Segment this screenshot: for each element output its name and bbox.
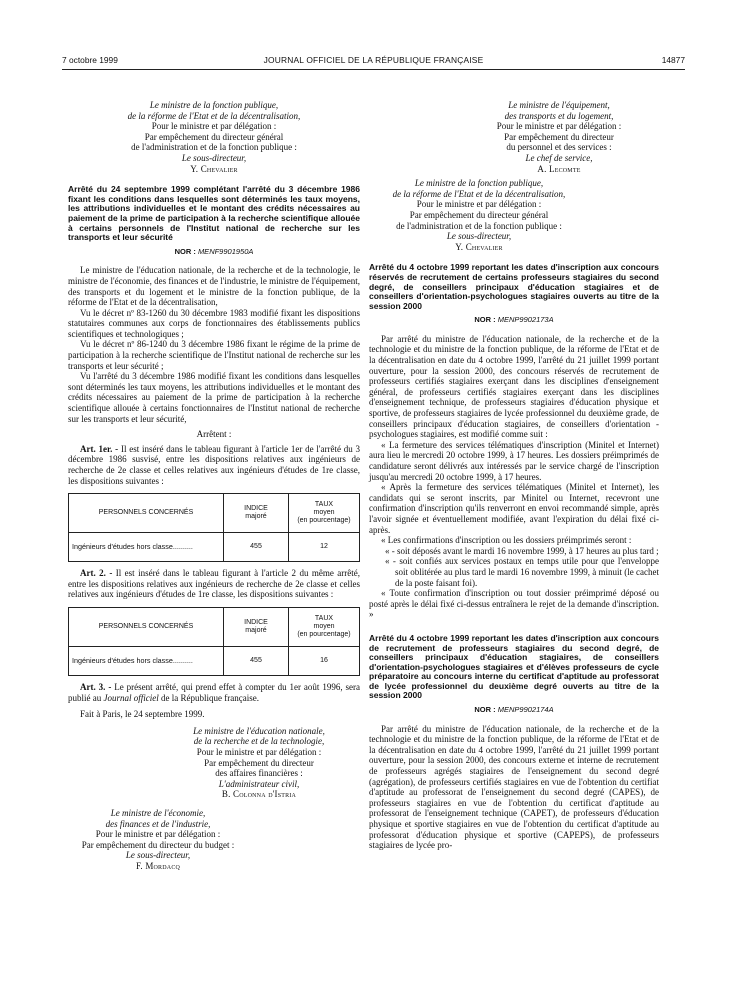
sig-line: de la réforme de l'Etat et de la décentralisation, <box>392 188 566 199</box>
sig-name: Y. Chevalier <box>190 163 238 174</box>
sig-line: L'administrateur civil, <box>218 778 300 789</box>
table-cell: Ingénieurs d'études hors classe.......... <box>69 533 224 562</box>
sig-line: Par empêchement du directeur général <box>409 209 549 220</box>
decree-title: Arrêté du 4 octobre 1999 reportant les dates d'inscription aux concours de recrutement de professeurs stagiaires du second degré, de conseillers principaux d'éducation stagiaires, de conseillers d'orientation-psychologues stagiaires et d'élèves professeurs de cycle préparatoire au concours interne du certificat d'aptitude au professorat de lycée professionnel du deuxième degré ouverts au titre de la session 2000 <box>369 632 659 701</box>
article-1 <box>68 444 360 486</box>
sig-line: Le ministre de l'éducation nationale, <box>193 725 325 736</box>
sig-line: Le ministre de la fonction publique, <box>414 178 544 189</box>
sig-line: de l'administration et de la fonction publique : <box>131 142 297 153</box>
table-cell: 16 <box>289 646 360 675</box>
signature-education <box>158 726 360 800</box>
signature-equipement <box>459 100 659 174</box>
nor-label: NOR : <box>474 315 496 325</box>
col-header: PERSONNELS CONCERNÉS <box>69 607 224 646</box>
nor-reference <box>369 315 659 326</box>
quote-paragraph: « Les confirmations d'inscription ou les dossiers préimprimés seront : <box>381 535 632 546</box>
sig-line: Le ministre de l'économie, <box>110 807 206 818</box>
sig-name: A. Lecomte <box>537 163 581 174</box>
fait-a-paris: Fait à Paris, le 24 septembre 1999. <box>80 709 205 720</box>
article-text: de la République française. <box>161 692 259 703</box>
sig-line: Pour le ministre et par délégation : <box>95 829 221 840</box>
signature-economie <box>68 808 248 872</box>
nor-code: MENF9901950A <box>197 246 254 256</box>
nor-label: NOR : <box>174 246 196 256</box>
sig-line: Le sous-directeur, <box>181 152 247 163</box>
article-label: Art. 2. - <box>80 568 113 579</box>
col-header: TAUX moyen (en pourcentage) <box>289 494 360 533</box>
rates-table-1 <box>68 493 360 562</box>
page-header <box>62 55 685 70</box>
sig-line: Pour le ministre et par délégation : <box>416 199 542 210</box>
nor-label: NOR : <box>474 705 496 715</box>
article-text: Il est inséré dans le tableau figurant à l'article 2 du même arrêté, entre les dispositions relatives aux ingénieurs de recherche de 2e classe et celles relatives aux ingénieurs d'études de 1re classe, les dispositions suivantes : <box>68 568 360 600</box>
journal-officiel: Journal officiel <box>103 692 159 703</box>
table-row <box>69 533 360 562</box>
nor-code: MENP9902174A <box>497 705 554 715</box>
table-cell: 455 <box>224 646 289 675</box>
header-date: 7 octobre 1999 <box>62 55 118 65</box>
arretent: Arrêtent : <box>196 429 232 440</box>
table-cell: 455 <box>224 533 289 562</box>
header-page-number: 14877 <box>661 55 685 65</box>
sig-line: Pour le ministre et par délégation : <box>496 121 622 132</box>
right-column <box>369 100 659 851</box>
quote-item: « - soit déposés avant le mardi 16 novembre 1999, à 17 heures au plus tard ; <box>385 545 659 556</box>
decree-title: Arrêté du 4 octobre 1999 reportant les dates d'inscription aux concours réservés de recrutement de certains professeurs stagiaires du second degré, de conseillers principaux d'éducation stagiaires et de conseillers d'orientation-psychologues stagiaires ouverts au titre de la session 2000 <box>369 262 659 311</box>
nor-reference <box>68 247 360 258</box>
sig-line: des transports et du logement, <box>504 110 614 121</box>
sig-name: F. Mordacq <box>135 860 181 871</box>
quote-paragraph: « La fermeture des services télématiques d'inscription (Minitel et Internet) aura lieu le mercredi 20 octobre 1999, à 17 heures. Les dossiers préimprimés de candidature seront délivrés aux intéressés par le service chargé de l'inscription jusqu'au mercredi 20 octobre 1999, à 17 heures. <box>369 439 659 482</box>
sig-line: Pour le ministre et par délégation : <box>151 121 277 132</box>
decree-title: Arrêté du 24 septembre 1999 complétant l'arrêté du 3 décembre 1986 fixant les conditions dans lesquelles sont déterminés les taux moyens, les attributions individuelles et le montant des crédits nécessaires au paiement de la prime de participation à la recherche scientifique allouée à certains personnels de l'Institut national de recherche sur les transports et leur sécurité <box>68 184 360 243</box>
paragraph: Par arrêté du ministre de l'éducation nationale, de la recherche et de la technologie et du ministre de la fonction publique, de la réforme de l'Etat et de la décentralisation en date du 4 octobre 1999, l'arrêté du 21 juillet 1999 portant ouverture, pour la session 2000, des concours externe et interne de recrutement de professeurs agrégés stagiaires de l'enseignement du second degré (agrégation), de professeurs certifiés stagiaires en vue de l'obtention du certifiat d'aptitude au professorat de l'enseignement du second degré (CAPES), de professeurs stagiaires en vue de l'obtention du certificat d'aptitude au professorat de l'enseignement technique (CAPET), de professeurs d'éducation physique et sportive stagiaires en vue de l'obtention du certificat d'aptitude au professorat d'éducation physique et sportive (CAPEPS), de professeurs stagiaires de lycée pro- <box>369 723 659 851</box>
nor-reference <box>369 705 659 716</box>
signature-fonction-publique <box>68 100 360 174</box>
quote-paragraph: « Toute confirmation d'inscription ou tout dossier préimprimé déposé ou posté après le délai fixé ci-dessus entraînera le rejet de la demande d'inscription. » <box>369 588 659 620</box>
col-header: INDICE majoré <box>224 607 289 646</box>
paragraph: Vu le décret nº 86-1240 du 3 décembre 1986 fixant le régime de la prime de participation à la recherche scientifique de l'Institut national de recherche sur les transports et leur sécurité ; <box>68 339 360 371</box>
sig-line: Par empêchement du directeur <box>204 757 314 768</box>
col-header: PERSONNELS CONCERNÉS <box>69 494 224 533</box>
left-column <box>68 100 360 871</box>
article-3 <box>68 682 360 703</box>
sig-line: Le sous-directeur, <box>446 231 512 242</box>
sig-line: du personnel et des services : <box>506 142 612 153</box>
sig-line: de l'administration et de la fonction publique : <box>396 220 562 231</box>
paragraph: Vu l'arrêté du 3 décembre 1986 modifié fixant les conditions dans lesquelles sont déterminés les taux moyens, les attributions individuelles et le montant des crédits nécessaires au paiement de la prime de participation à la recherche scientifique allouée à certains fonctionnaires de l'Institut national de recherche sur les transports et leur sécurité, <box>68 371 360 424</box>
paragraph: Vu le décret nº 83-1260 du 30 décembre 1983 modifié fixant les dispositions statutaires communes aux corps de fonctionnaires des établissements publics scientifiques et technologiques ; <box>68 307 360 339</box>
sig-line: Le ministre de l'équipement, <box>508 100 610 110</box>
paragraph: Le ministre de l'éducation nationale, de la recherche et de la technologie, le ministre de l'économie, des finances et de l'industrie, le ministre de l'équipement, des transports et du logement et le ministre de la fonction publique, de la réforme de l'Etat et de la décentralisation, <box>68 265 360 308</box>
table-row <box>69 646 360 675</box>
table-cell: 12 <box>289 533 360 562</box>
header-journal-title: JOURNAL OFFICIEL DE LA RÉPUBLIQUE FRANÇAISE <box>263 55 484 65</box>
sig-name: B. Colonna d'Istria <box>221 789 297 800</box>
article-text: Le présent arrêté, qui prend effet à compter du 1er août 1996, sera publié au <box>68 681 360 703</box>
sig-line: des affaires financières : <box>215 768 303 779</box>
quote-paragraph: « Après la fermeture des services télématiques (Minitel et Internet), les candidats qui se seront inscrits, par Minitel ou Internet, recevront une confirmation d'inscription qu'ils renverront en envoi recommandé simple, après l'avoir signée et éventuellement modifiée, avant l'expiration du délai fixé ci-après. <box>369 482 659 535</box>
sig-line: de la réforme de l'Etat et de la décentralisation, <box>127 110 301 121</box>
sig-line: Par empêchement du directeur général <box>144 131 284 142</box>
nor-code: MENP9902173A <box>497 315 554 325</box>
article-2 <box>68 568 360 600</box>
sig-line: Le sous-directeur, <box>125 850 191 861</box>
sig-name: Y. Chevalier <box>455 241 503 252</box>
sig-line: Par empêchement du directeur du budget : <box>81 839 235 850</box>
sig-line: des finances et de l'industrie, <box>105 818 211 829</box>
article-text: Il est inséré dans le tableau figurant à l'article 1er de l'arrêté du 3 décembre 1986 susvisé, entre les dispositions relatives aux ingénieurs de recherche de 2e classe et celles relatives aux ingénieurs d'études de 1re classe, les dispositions suivantes : <box>68 443 361 486</box>
article-label: Art. 1er. - <box>80 443 119 454</box>
col-header: TAUX moyen (en pourcentage) <box>289 607 360 646</box>
sig-line: Le chef de service, <box>525 152 593 163</box>
sig-line: de la recherche et de la technologie, <box>193 736 325 747</box>
col-header: INDICE majoré <box>224 494 289 533</box>
sig-line: Le ministre de la fonction publique, <box>149 100 279 110</box>
quote-item: « - soit confiés aux services postaux en temps utile pour que l'enveloppe soit oblitérée au plus tard le mardi 16 novembre 1999, à minuit (le cachet de la poste faisant foi). <box>385 556 659 588</box>
table-cell: Ingénieurs d'études hors classe.......... <box>69 646 224 675</box>
signature-fonction-publique-2 <box>369 178 589 252</box>
sig-line: Par empêchement du directeur <box>504 131 614 142</box>
article-label: Art. 3. - <box>80 681 112 692</box>
sig-line: Pour le ministre et par délégation : <box>196 746 322 757</box>
paragraph: Par arrêté du ministre de l'éducation nationale, de la recherche et de la technologie et du ministre de la fonction publique, de la réforme de l'Etat et de la décentralisation en date du 4 octobre 1999, l'arrêté du 21 juillet 1999 portant ouverture, pour la session 2000, des concours réservés de recrutement de professeurs certifiés stagiaires exerçant dans les disciplines d'enseignement général, de professeurs certifiés stagiaires exerçant dans les disciplines d'enseignement technique, de professeurs stagiaires d'éducation physique et sportive, de professeurs stagiaires de lycée professionnel du deuxième grade, de conseillers principaux d'éducation stagiaires, de conseillers d'orientation - psychologues stagiaires, est modifié comme suit : <box>369 333 659 440</box>
rates-table-2 <box>68 607 360 676</box>
